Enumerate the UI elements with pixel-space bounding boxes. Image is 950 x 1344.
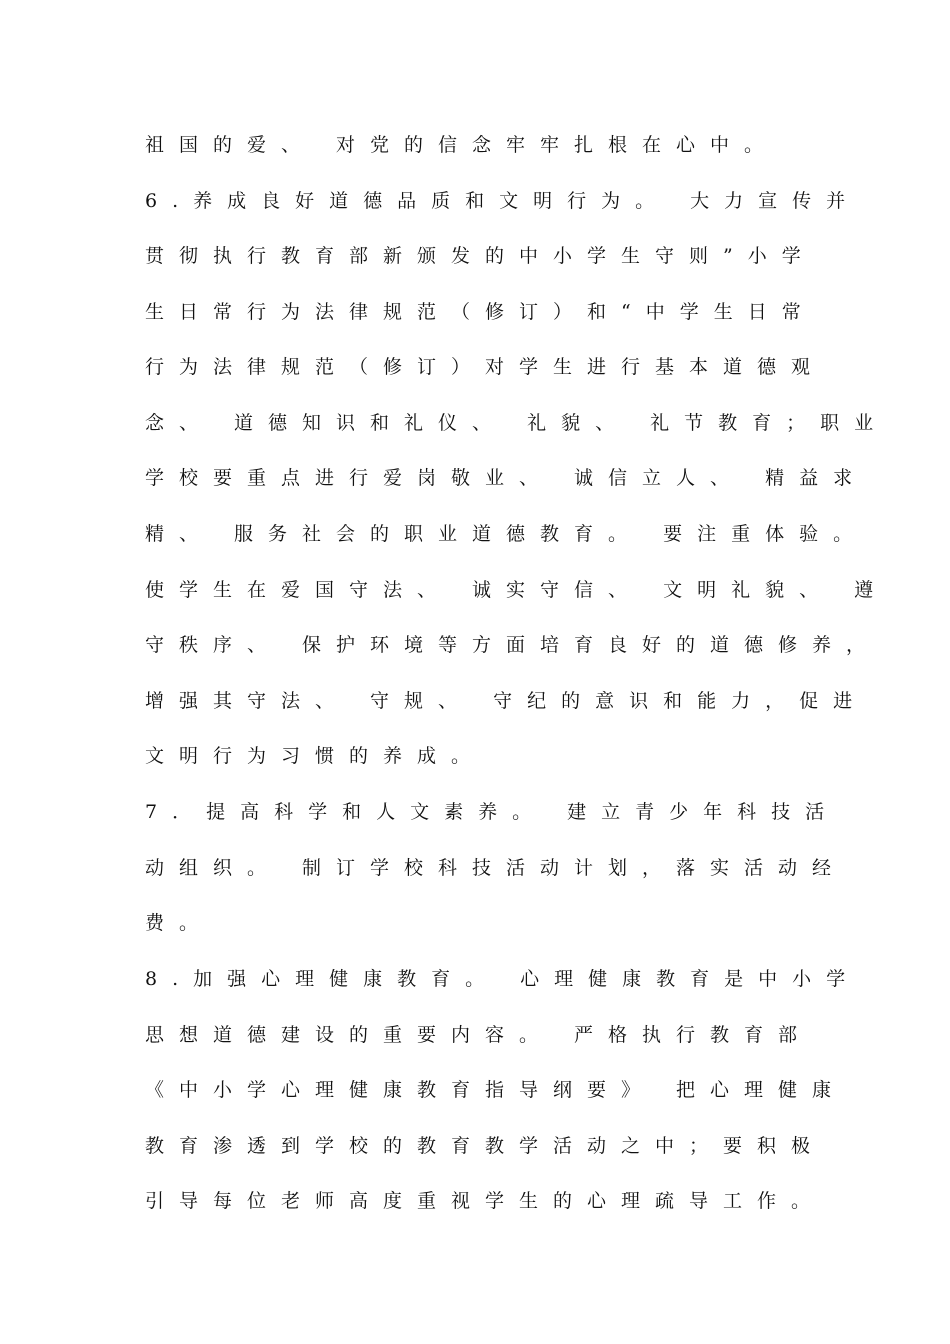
text-line: 使学生在爱国守法、 诚实守信、 文明礼貌、 遵: [145, 579, 889, 601]
text-line: 《中小学心理健康教育指导纲要》 把心理健康: [145, 1079, 847, 1101]
text-line: 引导每位老师高度重视学生的心理疏导工作。: [145, 1190, 826, 1212]
text-line: 8.加强心理健康教育。 心理健康教育是中小学: [145, 968, 861, 990]
text-line: 守秩序、 保护环境等方面培育良好的道德修养，: [145, 634, 881, 656]
text-line: 精、 服务社会的职业道德教育。 要注重体验。: [145, 523, 868, 545]
text-line: 6.养成良好道德品质和文明行为。 大力宣传并: [145, 190, 861, 212]
text-line: 贯彻执行教育部新颁发的中小学生守则”小学: [145, 245, 816, 267]
text-line: 思想道德建设的重要内容。 严格执行教育部: [145, 1024, 813, 1046]
text-line: 祖国的爱、 对党的信念牢牢扎根在心中。: [145, 134, 779, 156]
text-line: 学校要重点进行爱岗敬业、 诚信立人、 精益求: [145, 467, 868, 489]
text-line: 文明行为习惯的养成。: [145, 745, 486, 767]
text-line: 行为法律规范（修订）对学生进行基本道德观: [145, 356, 826, 378]
text-line: 7．提高科学和人文素养。 建立青少年科技活: [145, 801, 840, 823]
text-line: 念、 道德知识和礼仪、 礼貌、 礼节教育；职业: [145, 412, 889, 434]
text-line: 动组织。 制订学校科技活动计划，落实活动经: [145, 857, 847, 879]
text-line: 费。: [145, 912, 214, 934]
text-line: 生日常行为法律规范（修订）和“中学生日常: [145, 301, 816, 323]
text-line: 教育渗透到学校的教育教学活动之中；要积极: [145, 1135, 826, 1157]
text-line: 增强其守法、 守规、 守纪的意识和能力，促进: [145, 690, 868, 712]
